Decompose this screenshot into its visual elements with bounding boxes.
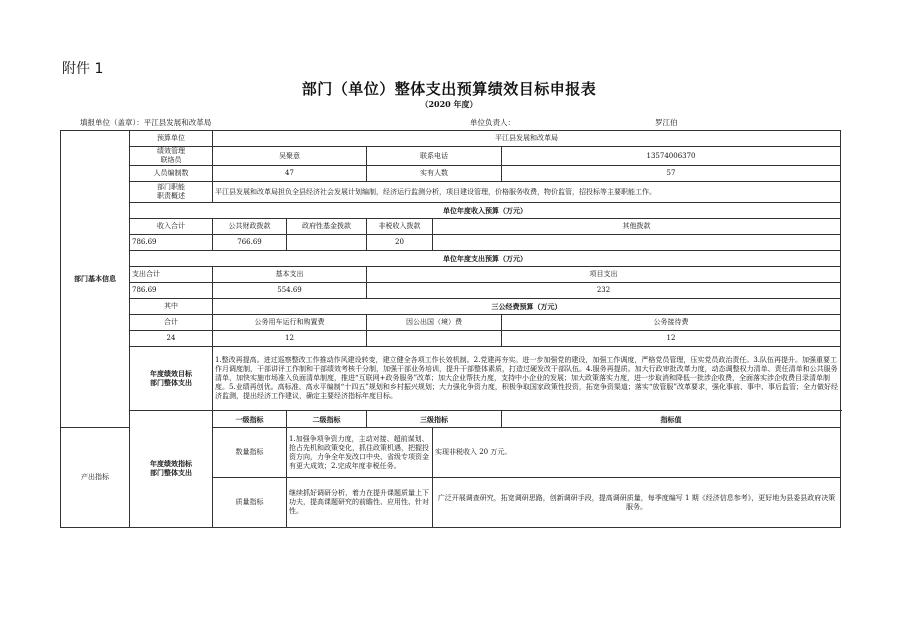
indicator-header: 指标值 xyxy=(502,411,841,428)
income-col: 非税收入拨款 xyxy=(367,219,433,235)
actual-value: 57 xyxy=(502,166,841,182)
level3-indicator: 继续抓好调研分析，着力在提升课题质量上下功夫，提高课题研究的前瞻性、应用性、针对性。 xyxy=(287,478,433,528)
income-val: 20 xyxy=(367,235,433,251)
three-col: 合计 xyxy=(130,315,213,331)
three-val: 12 xyxy=(502,331,841,347)
indicator-header: 三级指标 xyxy=(367,411,502,428)
income-header: 单位年度收入预算（万元） xyxy=(130,203,841,219)
income-col: 公共财政拨款 xyxy=(213,219,287,235)
section-annual-goal: 年度绩效目标 部门整体支出 xyxy=(130,347,213,411)
attachment-label: 附件 1 xyxy=(62,61,104,77)
level1-indicator: 产出指标 xyxy=(61,428,130,528)
three-col: 公务接待费 xyxy=(502,315,841,331)
section-basic-info: 部门基本信息 xyxy=(61,131,130,428)
staff-value: 47 xyxy=(213,166,367,182)
three-val: 12 xyxy=(213,331,367,347)
indicator-header: 一级指标 xyxy=(213,411,287,428)
income-val: 766.69 xyxy=(213,235,287,251)
actual-label: 实有人数 xyxy=(367,166,502,182)
income-val xyxy=(287,235,367,251)
indicator-header: 二级指标 xyxy=(287,411,367,428)
expense-col: 支出合计 xyxy=(130,267,213,283)
among-label: 其中 xyxy=(130,299,213,315)
three-val: 24 xyxy=(130,331,213,347)
income-col: 其他拨款 xyxy=(433,219,841,235)
section-indicators: 年度绩效指标 部门整体支出 xyxy=(130,411,213,528)
expense-col: 基本支出 xyxy=(213,267,367,283)
three-val xyxy=(367,331,502,347)
unit-label: 预算单位 xyxy=(130,131,213,147)
expense-header: 单位年度支出预算（万元） xyxy=(130,251,841,267)
manager-label: 绩效管理 联络员 xyxy=(130,147,213,166)
expense-val: 554.69 xyxy=(213,283,367,299)
three-col: 公务用车运行和购置费 xyxy=(213,315,367,331)
duty-label: 部门职能 职责概述 xyxy=(130,182,213,203)
phone-value: 13574006370 xyxy=(502,147,841,166)
level2-indicator: 数量指标 xyxy=(213,428,287,478)
unit-value: 平江县发展和改革局 xyxy=(213,131,841,147)
leader-label: 单位负责人： xyxy=(470,118,515,127)
manager-value: 吴聚意 xyxy=(213,147,367,166)
indicator-value: 实现非税收入 20 万元。 xyxy=(433,428,841,478)
level3-indicator: 1.加强争项争资力度，主动对接、超前谋划、抢占先机和政策变化，抓住政策机遇，把握投资方向，力争全年发改口中央、省级专项资金有更大成效；2.完成年度非税任务。 xyxy=(287,428,433,478)
year-label: （2020 年度） xyxy=(420,99,478,109)
three-col: 因公出国（境）费 xyxy=(367,315,502,331)
expense-col: 项目支出 xyxy=(367,267,841,283)
income-col: 政府性基金拨款 xyxy=(287,219,367,235)
leader-name: 罗江伯 xyxy=(655,118,678,127)
expense-val: 786.69 xyxy=(130,283,213,299)
income-val: 786.69 xyxy=(130,235,213,251)
income-val xyxy=(433,235,841,251)
duty-value: 平江县发展和改革局担负全县经济社会发展计划编制，经济运行监测分析，项目建设管理，价格服务收费，物价监管，招投标等主要职能工作。 xyxy=(213,182,841,203)
three-header: 三公经费预算（万元） xyxy=(213,299,841,315)
level2-indicator: 质量指标 xyxy=(213,478,287,528)
goal-text: 1.整改再提高。进过巡察整改工作推动作风建设转变，建立健全各项工作长效机制。2.党建再夯实。进一步加强党的建设，加强工作调度，严格党员管理，压实党员政治责任。3.队伍再提升。加强重要工作月调度制，干部讲评工作制和干部绩效考核千分制，加强干部业务培训，提升干部整体素质，打造过硬发改干部队伍。4.服务再提质。加大行政审批改革力度，动态调整权力清单、责任清单和公共服务清单，加快实施市场准入负面清单制度，推进“互联网+政务服务”改革；加大企业帮扶力度，支持中小企业的发展；加大政策落实力度，进一步取消和降低一批涉企收费，全面落实涉企收费目录清单制度。5.业绩再创优。高标准、高水平编制“十四五”规划和乡村振兴规划；大力强化争资力度，积极争取国家政策性投资，拓宽争资渠道；落实“放管服”改革要求，强化事前、事中、事后监管；全力做好经济监测，提出经济工作建议，确定主要经济指标年度目标。 xyxy=(213,347,841,411)
phone-label: 联系电话 xyxy=(367,147,502,166)
page-title: 部门（单位）整体支出预算绩效目标申报表 xyxy=(301,80,597,98)
staff-label: 人员编制数 xyxy=(130,166,213,182)
filler-unit: 填报单位（盖章）：平江县发展和改革局 xyxy=(80,118,212,127)
budget-table xyxy=(60,130,841,528)
income-col: 收入合计 xyxy=(130,219,213,235)
expense-val: 232 xyxy=(367,283,841,299)
indicator-value: 广泛开展调查研究，拓宽调研思路，创新调研手段，提高调研质量，每季度编写 1 期《经济信息参考》，更好地为县委县政府决策服务。 xyxy=(433,478,841,528)
